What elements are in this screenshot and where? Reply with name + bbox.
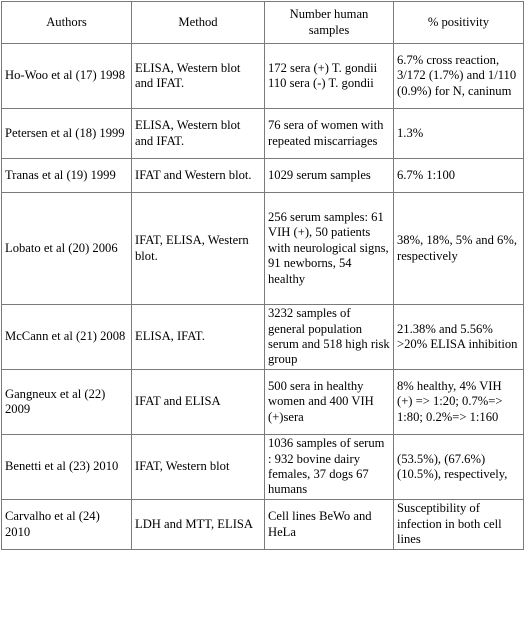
cell-positivity: Susceptibility of infection in both cell lines — [394, 500, 524, 550]
header-samples: Number human samples — [265, 2, 394, 44]
header-authors: Authors — [2, 2, 132, 44]
cell-method: ELISA, Western blot and IFAT. — [132, 44, 265, 109]
table-row — [2, 500, 524, 550]
cell-method: IFAT and Western blot. — [132, 159, 265, 193]
cell-method: ELISA, Western blot and IFAT. — [132, 109, 265, 159]
cell-samples: 1029 serum samples — [265, 159, 394, 193]
cell-method: IFAT, Western blot — [132, 435, 265, 500]
header-method: Method — [132, 2, 265, 44]
cell-positivity: 6.7% 1:100 — [394, 159, 524, 193]
cell-authors: Lobato et al (20) 2006 — [2, 193, 132, 305]
cell-samples: Cell lines BeWo and HeLa — [265, 500, 394, 550]
cell-authors: Tranas et al (19) 1999 — [2, 159, 132, 193]
cell-method: IFAT, ELISA, Western blot. — [132, 193, 265, 305]
cell-authors: McCann et al (21) 2008 — [2, 305, 132, 370]
cell-samples: 172 sera (+) T. gondii 110 sera (-) T. gondii — [265, 44, 394, 109]
cell-positivity: 8% healthy, 4% VIH (+) => 1:20; 0.7%=> 1:80; 0.2%=> 1:160 — [394, 370, 524, 435]
header-positivity: % positivity — [394, 2, 524, 44]
table-row — [2, 370, 524, 435]
table-row — [2, 305, 524, 370]
table-row — [2, 109, 524, 159]
cell-authors: Ho-Woo et al (17) 1998 — [2, 44, 132, 109]
cell-positivity: 38%, 18%, 5% and 6%, respectively — [394, 193, 524, 305]
cell-positivity: (53.5%), (67.6%) (10.5%), respectively, — [394, 435, 524, 500]
cell-authors: Gangneux et al (22) 2009 — [2, 370, 132, 435]
table-header-row — [2, 2, 524, 44]
table-row — [2, 193, 524, 305]
studies-table — [1, 1, 524, 550]
cell-samples: 1036 samples of serum : 932 bovine dairy females, 37 dogs 67 humans — [265, 435, 394, 500]
table-row — [2, 159, 524, 193]
cell-positivity: 6.7% cross reaction, 3/172 (1.7%) and 1/110 (0.9%) for N, caninum — [394, 44, 524, 109]
cell-authors: Carvalho et al (24) 2010 — [2, 500, 132, 550]
cell-method: IFAT and ELISA — [132, 370, 265, 435]
cell-samples: 500 sera in healthy women and 400 VIH (+)sera — [265, 370, 394, 435]
cell-method: LDH and MTT, ELISA — [132, 500, 265, 550]
cell-positivity: 21.38% and 5.56% >20% ELISA inhibition — [394, 305, 524, 370]
cell-method: ELISA, IFAT. — [132, 305, 265, 370]
cell-samples: 3232 samples of general population serum and 518 high risk group — [265, 305, 394, 370]
cell-samples: 256 serum samples: 61 VIH (+), 50 patients with neurological signs, 91 newborns, 54 healthy — [265, 193, 394, 305]
cell-authors: Petersen et al (18) 1999 — [2, 109, 132, 159]
cell-samples: 76 sera of women with repeated miscarriages — [265, 109, 394, 159]
cell-authors: Benetti et al (23) 2010 — [2, 435, 132, 500]
table-row — [2, 435, 524, 500]
table-row — [2, 44, 524, 109]
cell-positivity: 1.3% — [394, 109, 524, 159]
